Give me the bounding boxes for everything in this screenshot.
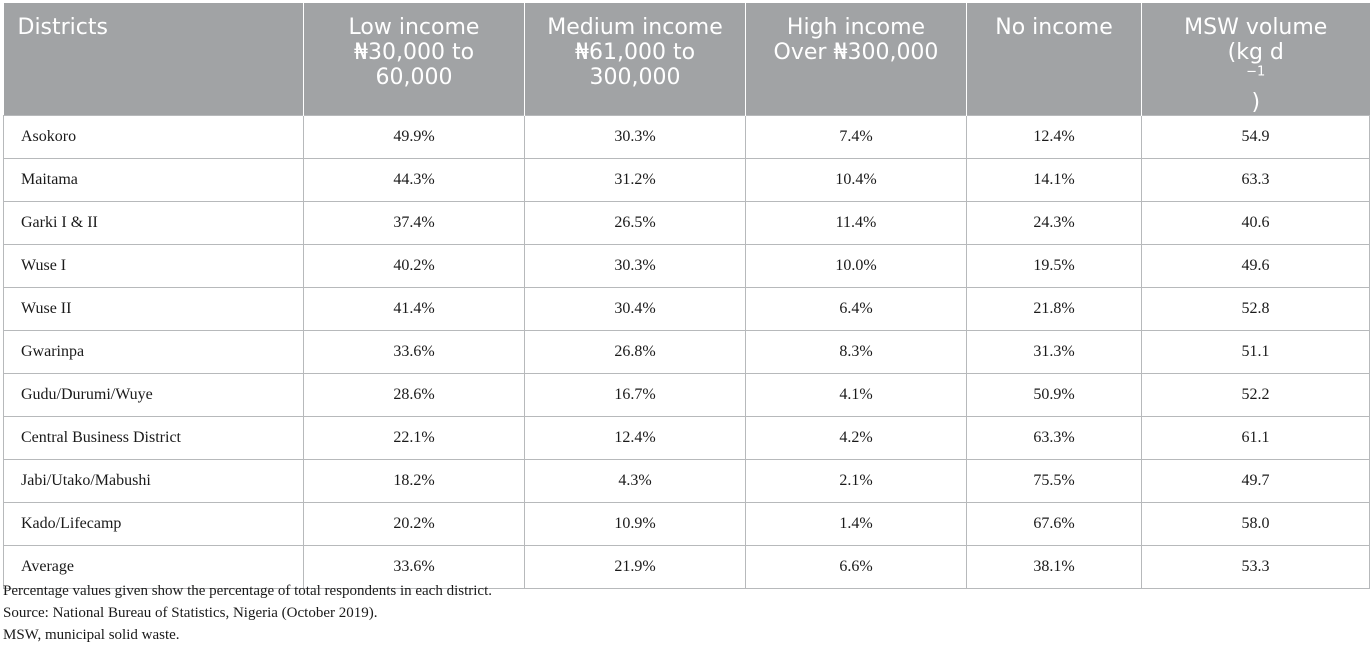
header-row xyxy=(4,3,1370,116)
header-districts: Districts xyxy=(4,3,304,116)
no-income-cell: 50.9% xyxy=(967,374,1142,417)
high-income-cell: 10.0% xyxy=(746,245,967,288)
no-income-cell: 19.5% xyxy=(967,245,1142,288)
header-no-income: No income xyxy=(967,3,1142,116)
low-income-cell: 28.6% xyxy=(304,374,525,417)
header-medium-income: Medium income ₦61,000 to 300,000 xyxy=(525,3,746,116)
high-income-cell: 1.4% xyxy=(746,503,967,546)
high-income-cell: 4.2% xyxy=(746,417,967,460)
high-income-cell: 11.4% xyxy=(746,202,967,245)
no-income-cell: 31.3% xyxy=(967,331,1142,374)
district-cell: Maitama xyxy=(4,159,304,202)
low-income-cell: 22.1% xyxy=(304,417,525,460)
district-cell: Wuse I xyxy=(4,245,304,288)
msw-volume-cell: 53.3 xyxy=(1142,546,1370,589)
footnote-abbreviation: MSW, municipal solid waste. xyxy=(3,627,180,643)
msw-volume-cell: 40.6 xyxy=(1142,202,1370,245)
table-row xyxy=(4,460,1370,503)
medium-income-cell: 16.7% xyxy=(525,374,746,417)
msw-volume-cell: 49.7 xyxy=(1142,460,1370,503)
table-row xyxy=(4,374,1370,417)
high-income-cell: 2.1% xyxy=(746,460,967,503)
msw-volume-cell: 63.3 xyxy=(1142,159,1370,202)
high-income-cell: 10.4% xyxy=(746,159,967,202)
high-income-cell: 4.1% xyxy=(746,374,967,417)
district-cell: Gudu/Durumi/Wuye xyxy=(4,374,304,417)
medium-income-cell: 30.4% xyxy=(525,288,746,331)
medium-income-cell: 30.3% xyxy=(525,116,746,159)
district-cell: Gwarinpa xyxy=(4,331,304,374)
district-cell: Jabi/Utako/Mabushi xyxy=(4,460,304,503)
no-income-cell: 14.1% xyxy=(967,159,1142,202)
district-cell: Kado/Lifecamp xyxy=(4,503,304,546)
high-income-cell: 6.6% xyxy=(746,546,967,589)
medium-income-cell: 12.4% xyxy=(525,417,746,460)
no-income-cell: 63.3% xyxy=(967,417,1142,460)
no-income-cell: 75.5% xyxy=(967,460,1142,503)
no-income-cell: 67.6% xyxy=(967,503,1142,546)
low-income-cell: 41.4% xyxy=(304,288,525,331)
high-income-cell: 6.4% xyxy=(746,288,967,331)
no-income-cell: 21.8% xyxy=(967,288,1142,331)
low-income-cell: 37.4% xyxy=(304,202,525,245)
msw-volume-cell: 52.8 xyxy=(1142,288,1370,331)
table-row xyxy=(4,331,1370,374)
footnote-source: Source: National Bureau of Statistics, Nigeria (October 2019). xyxy=(3,605,378,621)
no-income-cell: 38.1% xyxy=(967,546,1142,589)
low-income-cell: 20.2% xyxy=(304,503,525,546)
district-cell: Wuse II xyxy=(4,288,304,331)
msw-volume-cell: 61.1 xyxy=(1142,417,1370,460)
table-row xyxy=(4,503,1370,546)
msw-volume-cell: 51.1 xyxy=(1142,331,1370,374)
medium-income-cell: 26.8% xyxy=(525,331,746,374)
district-cell: Asokoro xyxy=(4,116,304,159)
table-body xyxy=(4,116,1370,589)
low-income-cell: 44.3% xyxy=(304,159,525,202)
table-row xyxy=(4,159,1370,202)
medium-income-cell: 26.5% xyxy=(525,202,746,245)
high-income-cell: 8.3% xyxy=(746,331,967,374)
msw-volume-cell: 54.9 xyxy=(1142,116,1370,159)
table-row xyxy=(4,245,1370,288)
low-income-cell: 33.6% xyxy=(304,331,525,374)
district-cell: Garki I & II xyxy=(4,202,304,245)
medium-income-cell: 31.2% xyxy=(525,159,746,202)
header-msw-volume: MSW volume (kg d $^{-1}$ ) xyxy=(1142,3,1370,116)
footnote-percentage: Percentage values given show the percentage of total respondents in each district. xyxy=(3,583,492,599)
low-income-cell: 49.9% xyxy=(304,116,525,159)
header-low-income: Low income ₦30,000 to 60,000 xyxy=(304,3,525,116)
msw-volume-cell: 58.0 xyxy=(1142,503,1370,546)
district-cell: Average xyxy=(4,546,304,589)
data-table xyxy=(3,3,1370,589)
msw-volume-cell: 49.6 xyxy=(1142,245,1370,288)
low-income-cell: 18.2% xyxy=(304,460,525,503)
low-income-cell: 33.6% xyxy=(304,546,525,589)
medium-income-cell: 21.9% xyxy=(525,546,746,589)
no-income-cell: 24.3% xyxy=(967,202,1142,245)
msw-volume-cell: 52.2 xyxy=(1142,374,1370,417)
footnotes xyxy=(3,580,492,646)
no-income-cell: 12.4% xyxy=(967,116,1142,159)
medium-income-cell: 30.3% xyxy=(525,245,746,288)
header-high-income: High income Over ₦300,000 xyxy=(746,3,967,116)
high-income-cell: 7.4% xyxy=(746,116,967,159)
table-row xyxy=(4,288,1370,331)
table-row xyxy=(4,202,1370,245)
district-cell: Central Business District xyxy=(4,417,304,460)
medium-income-cell: 4.3% xyxy=(525,460,746,503)
low-income-cell: 40.2% xyxy=(304,245,525,288)
table-row xyxy=(4,417,1370,460)
medium-income-cell: 10.9% xyxy=(525,503,746,546)
table-row xyxy=(4,116,1370,159)
